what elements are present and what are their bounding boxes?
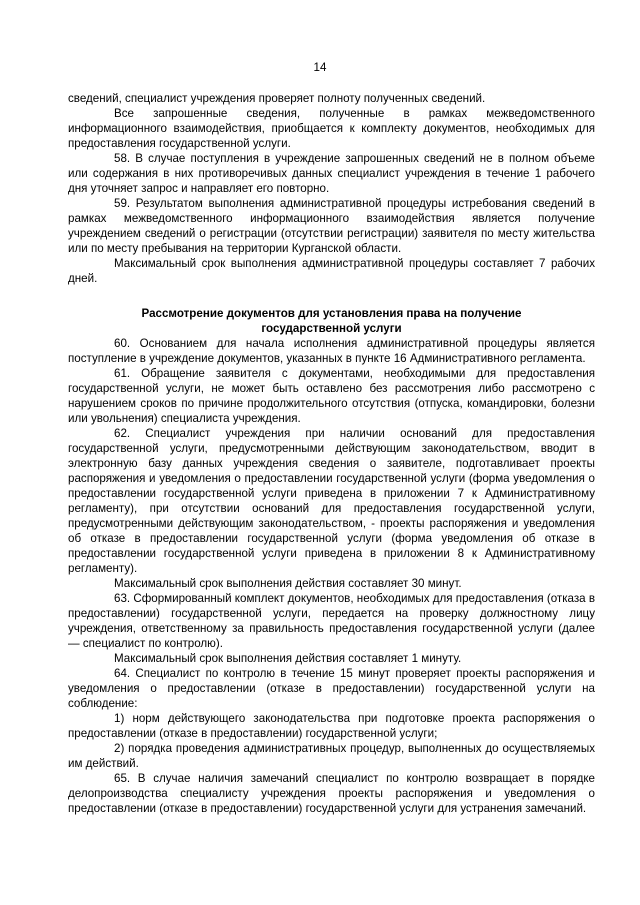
paragraph-58: 58. В случае поступления в учреждение запрошенных сведений не в полном объеме или содержания в них противоречивых данных специалист учреждения в течение 1 рабочего дня уточняет запрос и направляет его повторно. <box>68 152 595 195</box>
document-body <box>68 91 595 816</box>
paragraph: Максимальный срок выполнения административной процедуры составляет 7 рабочих дней. <box>68 257 595 285</box>
paragraph-62: 62. Специалист учреждения при наличии оснований для предоставления государственной услуги, предусмотренными действующим законодательством, вводит в электронную базу данных учреждения сведения о заявителе, подготавливает проекты распоряжения и уведомления о предоставлении государственной услуги (форма уведомления о предоставлении государственной услуги приведена в приложении 7 к Административному регламенту), при отсутствии оснований для предоставления государственной услуги, предусмотренными действующим законодательством, - проекты распоряжения и уведомления об отказе в предоставлении государственной услуги (форма уведомления об отказе в предоставлении государственной услуги приведена в приложении 8 к Административному регламенту). <box>68 427 595 575</box>
page-number: 14 <box>313 61 327 74</box>
paragraph: Все запрошенные сведения, полученные в рамках межведомственного информационного взаимодействия, приобщается к комплекту документов, необходимых для предоставления государственной услуги. <box>68 107 595 150</box>
paragraph-64: 64. Специалист по контролю в течение 15 минут проверяет проекты распоряжения и уведомления о предоставлении (отказе в предоставлении) государственной услуги на соблюдение: <box>68 667 595 710</box>
paragraph: сведений, специалист учреждения проверяет полноту полученных сведений. <box>68 92 486 105</box>
paragraph-65: 65. В случае наличия замечаний специалист по контролю возвращает в порядке делопроизводства специалисту учреждения проекты распоряжения и уведомления о предоставлении (отказе в предоставлении) государственной услуги для устранения замечаний. <box>68 772 595 815</box>
paragraph-61: 61. Обращение заявителя с документами, необходимыми для предоставления государственной услуги, не может быть оставлено без рассмотрения либо рассмотрено с нарушением сроков по причине продолжительного отсутствия (отпуска, командировки, болезни или увольнения) специалиста учреждения. <box>68 367 595 425</box>
section-heading: Рассмотрение документов для установления права на получение государственной услуги <box>141 307 522 335</box>
paragraph-60: 60. Основанием для начала исполнения административной процедуры является поступление в учреждение документов, указанных в пункте 16 Административного регламента. <box>68 337 595 365</box>
paragraph: Максимальный срок выполнения действия составляет 30 минут. <box>114 577 462 590</box>
paragraph-63: 63. Сформированный комплект документов, необходимых для предоставления (отказа в предоставлении) государственной услуги, передается на проверку должностному лицу учреждения, ответственному за правильность предоставления государственной услуги (далее — специалист по контролю). <box>68 592 595 650</box>
paragraph: Максимальный срок выполнения действия составляет 1 минуту. <box>114 652 462 665</box>
list-item: 1) норм действующего законодательства при подготовке проекта распоряжения о предоставлении (отказе в предоставлении) государственной услуги; <box>68 712 595 740</box>
list-item: 2) порядка проведения административных процедур, выполненных до осуществляемых им действий. <box>68 742 595 770</box>
paragraph-59: 59. Результатом выполнения административной процедуры истребования сведений в рамках межведомственного информационного взаимодействия является получение учреждением сведений о регистрации (отсутствии регистрации) заявителя по месту жительства или по месту пребывания на территории Курганской области. <box>68 197 595 255</box>
